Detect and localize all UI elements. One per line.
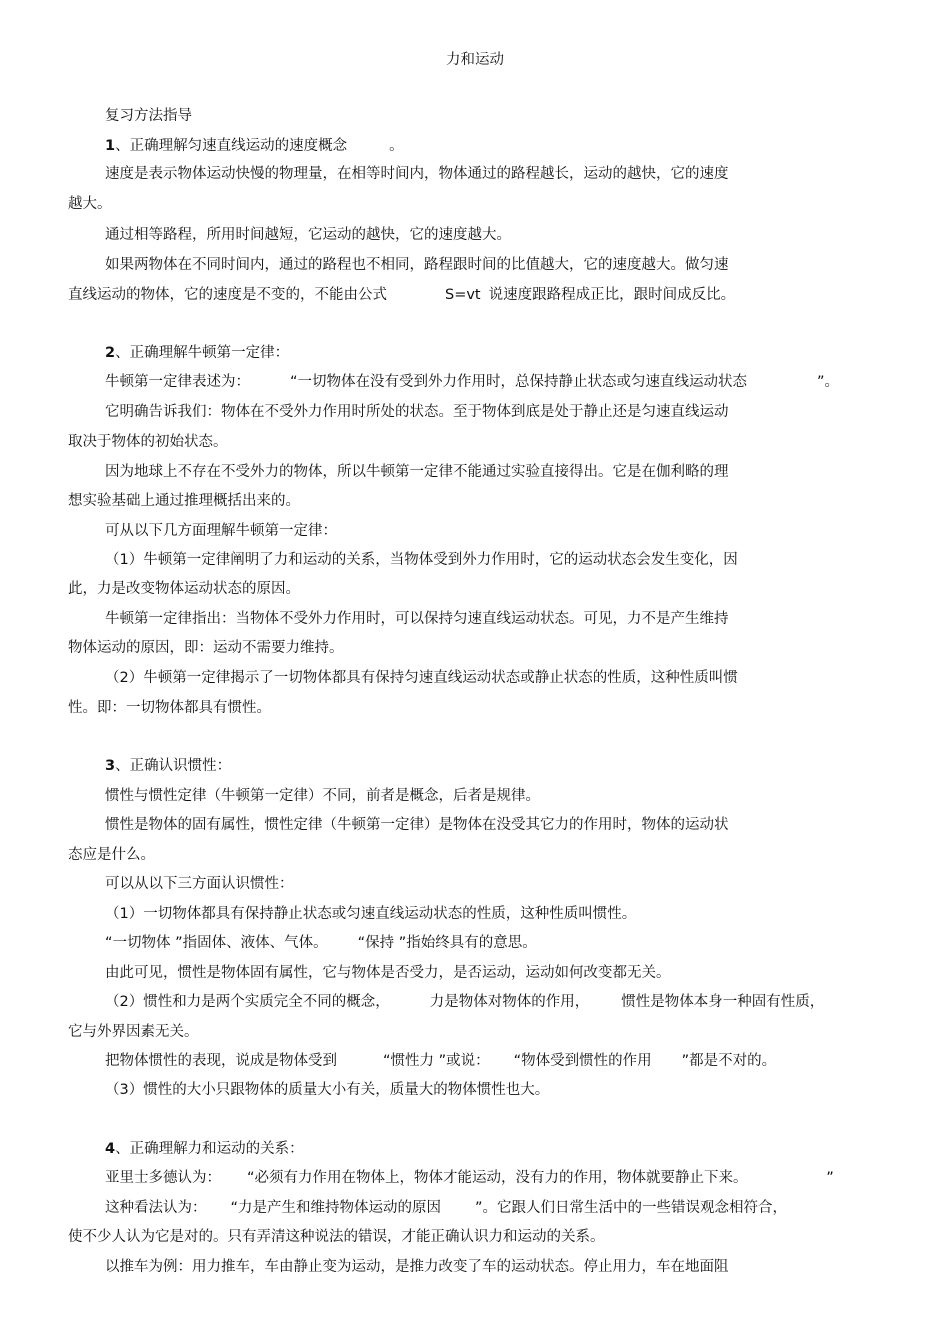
text-run: “惯性力 ”或说： bbox=[383, 1053, 490, 1069]
section-number: 4 bbox=[105, 1141, 116, 1157]
text-run: 力是物体对物体的作用， bbox=[429, 994, 590, 1010]
paragraph-line: 性。即：一切物体都具有惯性。 bbox=[68, 700, 271, 716]
paragraph-line: 此，力是改变物体运动状态的原因。 bbox=[68, 581, 300, 597]
quote: “力是产生和维持物体运动的原因 bbox=[230, 1200, 442, 1216]
paragraph-line: （1）一切物体都具有保持静止状态或匀速直线运动状态的性质，这种性质叫惯性。 bbox=[105, 906, 637, 922]
paragraph-line: （3）惯性的大小只跟物体的质量大小有关，质量大的物体惯性也大。 bbox=[105, 1082, 550, 1098]
quote: “必须有力作用在物体上，物体才能运动，没有力的作用，物体就要静止下来。 bbox=[247, 1170, 741, 1186]
paragraph-line bbox=[105, 1198, 787, 1218]
paragraph-line: 它与外界因素无关。 bbox=[68, 1024, 199, 1040]
section-title-text: 、正确认识惯性： bbox=[115, 758, 232, 774]
formula: S=vt bbox=[445, 287, 481, 303]
section-4-title bbox=[105, 1139, 304, 1159]
text-run: 牛顿第一定律表述为： bbox=[105, 374, 250, 390]
section-title-text: 、正确理解牛顿第一定律： bbox=[115, 345, 290, 361]
section-3-title bbox=[105, 756, 231, 776]
section-title-text: 、正确理解力和运动的关系： bbox=[115, 1141, 304, 1157]
quote: “一切物体在没有受到外力作用时，总保持静止状态或匀速直线运动状态 bbox=[290, 374, 748, 390]
paragraph-line: 它明确告诉我们：物体在不受外力作用时所处的状态。至于物体到底是处于静止还是匀速直线运动 bbox=[105, 404, 729, 420]
paragraph-line: 惯性与惯性定律（牛顿第一定律）不同，前者是概念，后者是规律。 bbox=[105, 788, 540, 804]
text-run: 惯性是物体本身一种固有性质， bbox=[621, 994, 825, 1010]
section-heading: 复习方法指导 bbox=[105, 108, 192, 124]
text-run: （2）惯性和力是两个实质完全不同的概念， bbox=[105, 994, 390, 1010]
paragraph-line: 以推车为例：用力推车，车由静止变为运动，是推力改变了车的运动状态。停止用力，车在地面阻 bbox=[105, 1259, 729, 1275]
paragraph-line: 可从以下几方面理解牛顿第一定律： bbox=[105, 523, 337, 539]
text-run: 亚里士多德认为： bbox=[105, 1170, 221, 1186]
paragraph-line: 想实验基础上通过推理概括出来的。 bbox=[68, 493, 300, 509]
paragraph-line: 速度是表示物体运动快慢的物理量，在相等时间内，物体通过的路程越长，运动的越快，它的速度 bbox=[105, 166, 729, 182]
text-run: “保持 ”指始终具有的意思。 bbox=[357, 935, 537, 951]
paragraph-line: 牛顿第一定律指出：当物体不受外力作用时，可以保持匀速直线运动状态。可见，力不是产生维持 bbox=[105, 611, 729, 627]
paragraph-line: 使不少人认为它是对的。只有弄清这种说法的错误，才能正确认识力和运动的关系。 bbox=[68, 1229, 605, 1245]
paragraph-line: （1）牛顿第一定律阐明了力和运动的关系，当物体受到外力作用时，它的运动状态会发生变化，因 bbox=[105, 552, 738, 568]
paragraph-line: 物体运动的原因，即：运动不需要力维持。 bbox=[68, 640, 344, 656]
text-run: 直线运动的物体，它的速度是不变的，不能由公式 bbox=[68, 287, 387, 303]
paragraph-line bbox=[105, 1168, 834, 1188]
text-run: 这种看法认为： bbox=[105, 1200, 207, 1216]
paragraph-line: 如果两物体在不同时间内，通过的路程也不相同，路程跟时间的比值越大，它的速度越大。做匀速 bbox=[105, 257, 729, 273]
section-title-end: 。 bbox=[389, 138, 404, 154]
section-title-text: 、正确理解匀速直线运动的速度概念 bbox=[115, 138, 348, 154]
section-number: 2 bbox=[105, 345, 116, 361]
section-1-title bbox=[105, 136, 404, 156]
text-run: 说速度跟路程成正比，跟时间成反比。 bbox=[488, 287, 736, 303]
section-number: 3 bbox=[105, 758, 116, 774]
paragraph-line: （2）牛顿第一定律揭示了一切物体都具有保持匀速直线运动状态或静止状态的性质，这种性质叫惯 bbox=[105, 670, 738, 686]
paragraph-line: 惯性是物体的固有属性，惯性定律（牛顿第一定律）是物体在没受其它力的作用时，物体的运动状 bbox=[105, 817, 729, 833]
paragraph-line: 取决于物体的初始状态。 bbox=[68, 434, 228, 450]
paragraph-line: 可以从以下三方面认识惯性： bbox=[105, 876, 294, 892]
section-2-title bbox=[105, 343, 289, 363]
text-run: “物体受到惯性的作用 bbox=[513, 1053, 652, 1069]
text-run: ”都是不对的。 bbox=[681, 1053, 777, 1069]
text-run: 把物体惯性的表现，说成是物体受到 bbox=[105, 1053, 337, 1069]
paragraph-line: 态应是什么。 bbox=[68, 847, 155, 863]
section-number: 1 bbox=[105, 138, 116, 154]
paragraph-line: 越大。 bbox=[68, 196, 112, 212]
paragraph-line: 因为地球上不存在不受外力的物体，所以牛顿第一定律不能通过实验直接得出。它是在伽利略的理 bbox=[105, 464, 729, 480]
quote-end: ”。 bbox=[817, 374, 840, 390]
paragraph-line bbox=[105, 933, 537, 953]
paragraph-line: 由此可见，惯性是物体固有属性，它与物体是否受力，是否运动，运动如何改变都无关。 bbox=[105, 965, 671, 981]
quote-end: ” bbox=[826, 1170, 834, 1186]
text-run: “一切物体 ”指固体、液体、气体。 bbox=[105, 935, 328, 951]
text-run: ”。它跟人们日常生活中的一些错误观念相符合， bbox=[475, 1200, 788, 1216]
paragraph-line bbox=[68, 285, 735, 305]
paragraph-line bbox=[105, 992, 824, 1012]
paragraph-line: 通过相等路程，所用时间越短，它运动的越快，它的速度越大。 bbox=[105, 227, 511, 243]
paragraph-line bbox=[105, 1051, 776, 1071]
paragraph-line bbox=[105, 372, 839, 392]
page-title: 力和运动 bbox=[446, 52, 504, 68]
